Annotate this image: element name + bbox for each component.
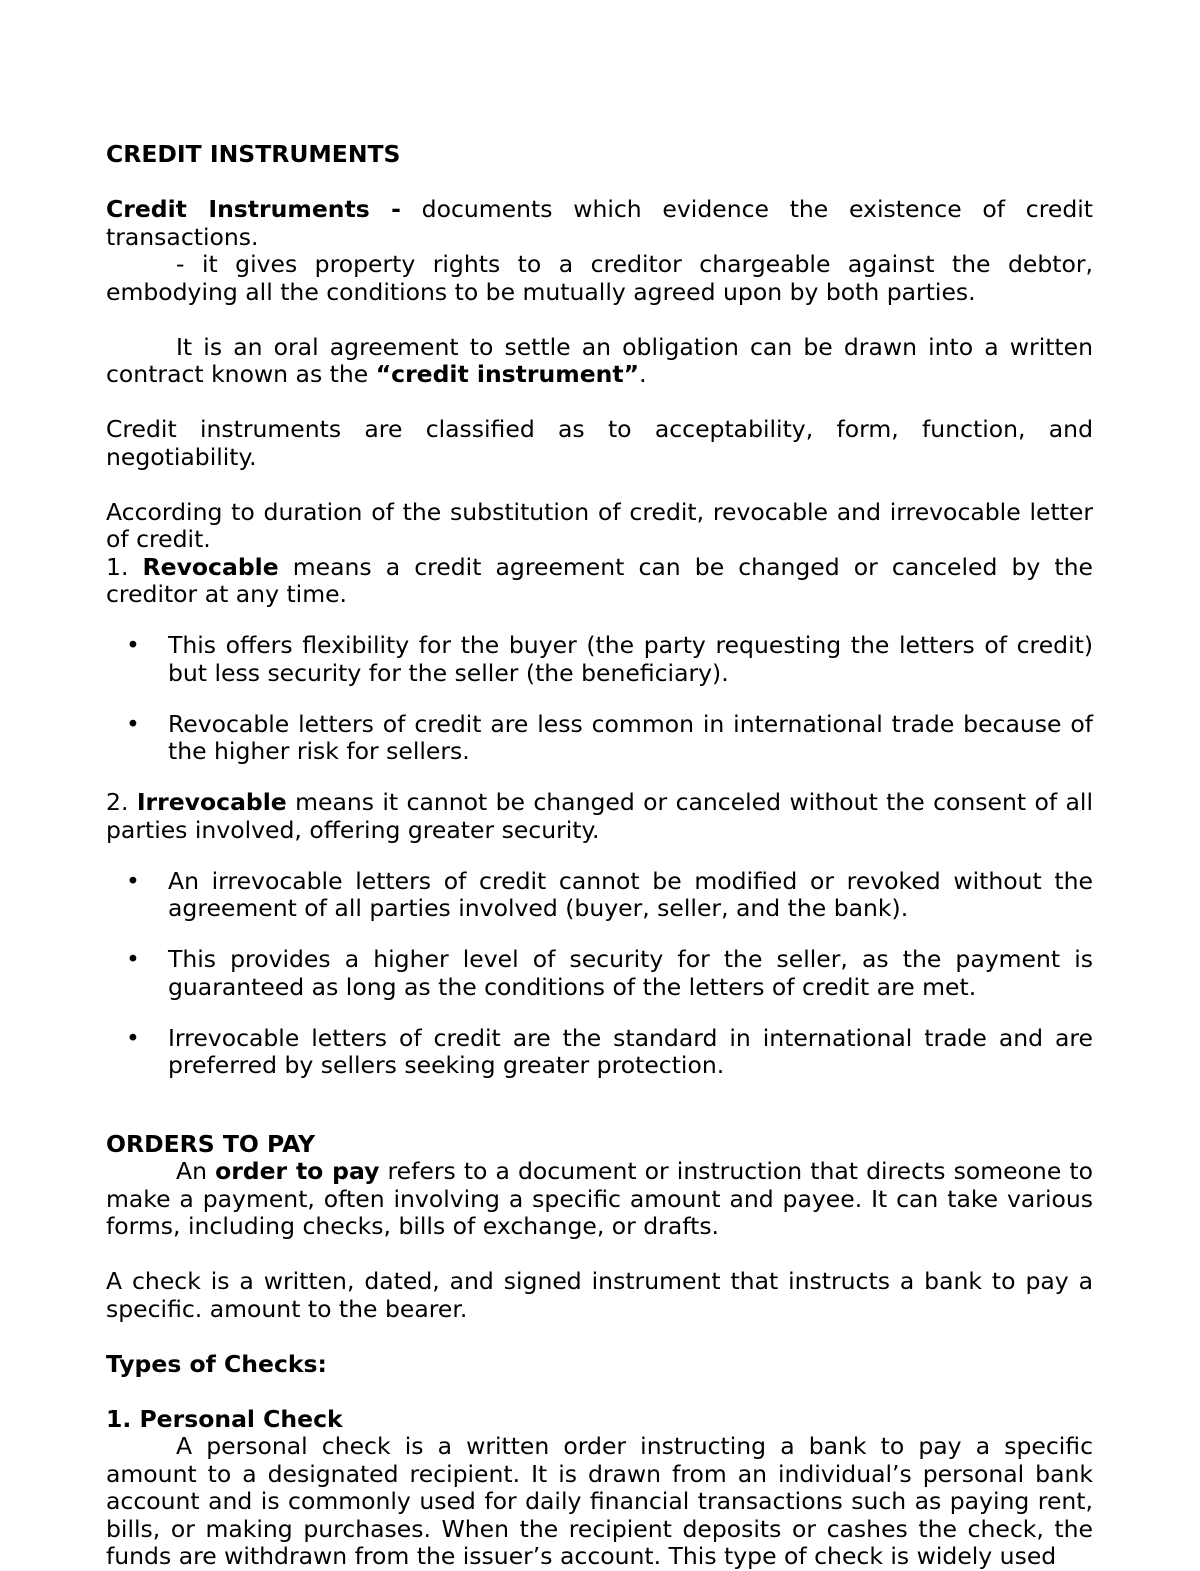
orders-paragraph xyxy=(106,1158,1093,1241)
bullet-icon: • xyxy=(126,866,140,895)
irrevocable-number: 2. xyxy=(106,788,137,816)
bullet-text: An irrevocable letters of credit cannot be modified or revoked without the agreement of all parties involved (buyer, seller, and the bank). xyxy=(168,866,1093,922)
revocable-item xyxy=(106,554,1093,609)
oral-agreement-paragraph xyxy=(106,334,1093,389)
check-definition: A check is a written, dated, and signed instrument that instructs a bank to pay a specific. amount to the bearer. xyxy=(106,1267,1093,1323)
oral-text: It is an oral agreement to settle an obligation can be drawn into a written contract known as the xyxy=(106,332,1093,388)
bullet-icon: • xyxy=(126,945,140,973)
oral-end: . xyxy=(639,360,647,388)
page-title: CREDIT INSTRUMENTS xyxy=(106,140,401,168)
personal-check-heading: 1. Personal Check xyxy=(106,1404,343,1433)
bullet-icon: • xyxy=(126,1023,140,1052)
bullet-icon: • xyxy=(126,709,140,738)
bullet-text: Revocable letters of credit are less common in international trade because of the higher risk for sellers. xyxy=(168,709,1093,765)
definition-paragraph xyxy=(106,196,1093,251)
definition-term: Credit Instruments - xyxy=(106,195,401,223)
revocable-text: means a credit agreement can be changed or canceled by the creditor at any time. xyxy=(106,552,1093,608)
revocable-term: Revocable xyxy=(142,552,279,581)
orders-bold-term: order to pay xyxy=(215,1157,380,1185)
irrevocable-item xyxy=(106,789,1093,844)
duration-paragraph: According to duration of the substitution of credit, revocable and irrevocable letter of credit. xyxy=(106,497,1093,553)
definition-line-2: - it gives property rights to a creditor chargeable against the debtor, embodying all the conditions to be mutually agreed upon by both parties. xyxy=(106,250,1093,306)
bullet-text: This provides a higher level of security for the seller, as the payment is guaranteed as long as the conditions of the letters of credit are met. xyxy=(168,945,1093,1001)
oral-bold-term: “credit instrument” xyxy=(375,360,640,388)
definition-text: documents which evidence the existence of credit transactions. xyxy=(106,195,1093,251)
list-item xyxy=(106,1025,1093,1080)
bullet-icon: • xyxy=(126,631,140,659)
list-item xyxy=(106,632,1093,687)
list-item xyxy=(106,711,1093,766)
document-body xyxy=(106,141,1093,1571)
types-heading: Types of Checks: xyxy=(106,1349,327,1378)
bullet-text: Irrevocable letters of credit are the standard in international trade and are preferred by sellers seeking greater protection. xyxy=(168,1023,1093,1079)
orders-heading: ORDERS TO PAY xyxy=(106,1129,316,1158)
personal-check-paragraph: A personal check is a written order instructing a bank to pay a specific amount to a designated recipient. It is drawn from an individual’s personal bank account and is commonly used for daily financial transactions such as paying rent, bills, or making purchases. When the recipient deposits or cashes the check, the funds are withdrawn from the issuer’s account. This type of check is widely used xyxy=(106,1432,1093,1570)
orders-text: refers to a document or instruction that directs someone to make a payment, often involving a specific amount and payee. It can take various forms, including checks, bills of exchange, or drafts. xyxy=(106,1157,1093,1240)
bullet-text: This offers flexibility for the buyer (the party requesting the letters of credit) but less security for the seller (the beneficiary). xyxy=(168,631,1093,687)
irrevocable-term: Irrevocable xyxy=(136,788,287,816)
orders-pre: An xyxy=(176,1157,216,1185)
list-item xyxy=(106,868,1093,923)
list-item xyxy=(106,946,1093,1001)
classification-paragraph: Credit instruments are classified as to acceptability, form, function, and negotiability. xyxy=(106,415,1093,471)
irrevocable-text: means it cannot be changed or canceled without the consent of all parties involved, offering greater security. xyxy=(106,788,1093,844)
revocable-number: 1. xyxy=(106,552,143,581)
